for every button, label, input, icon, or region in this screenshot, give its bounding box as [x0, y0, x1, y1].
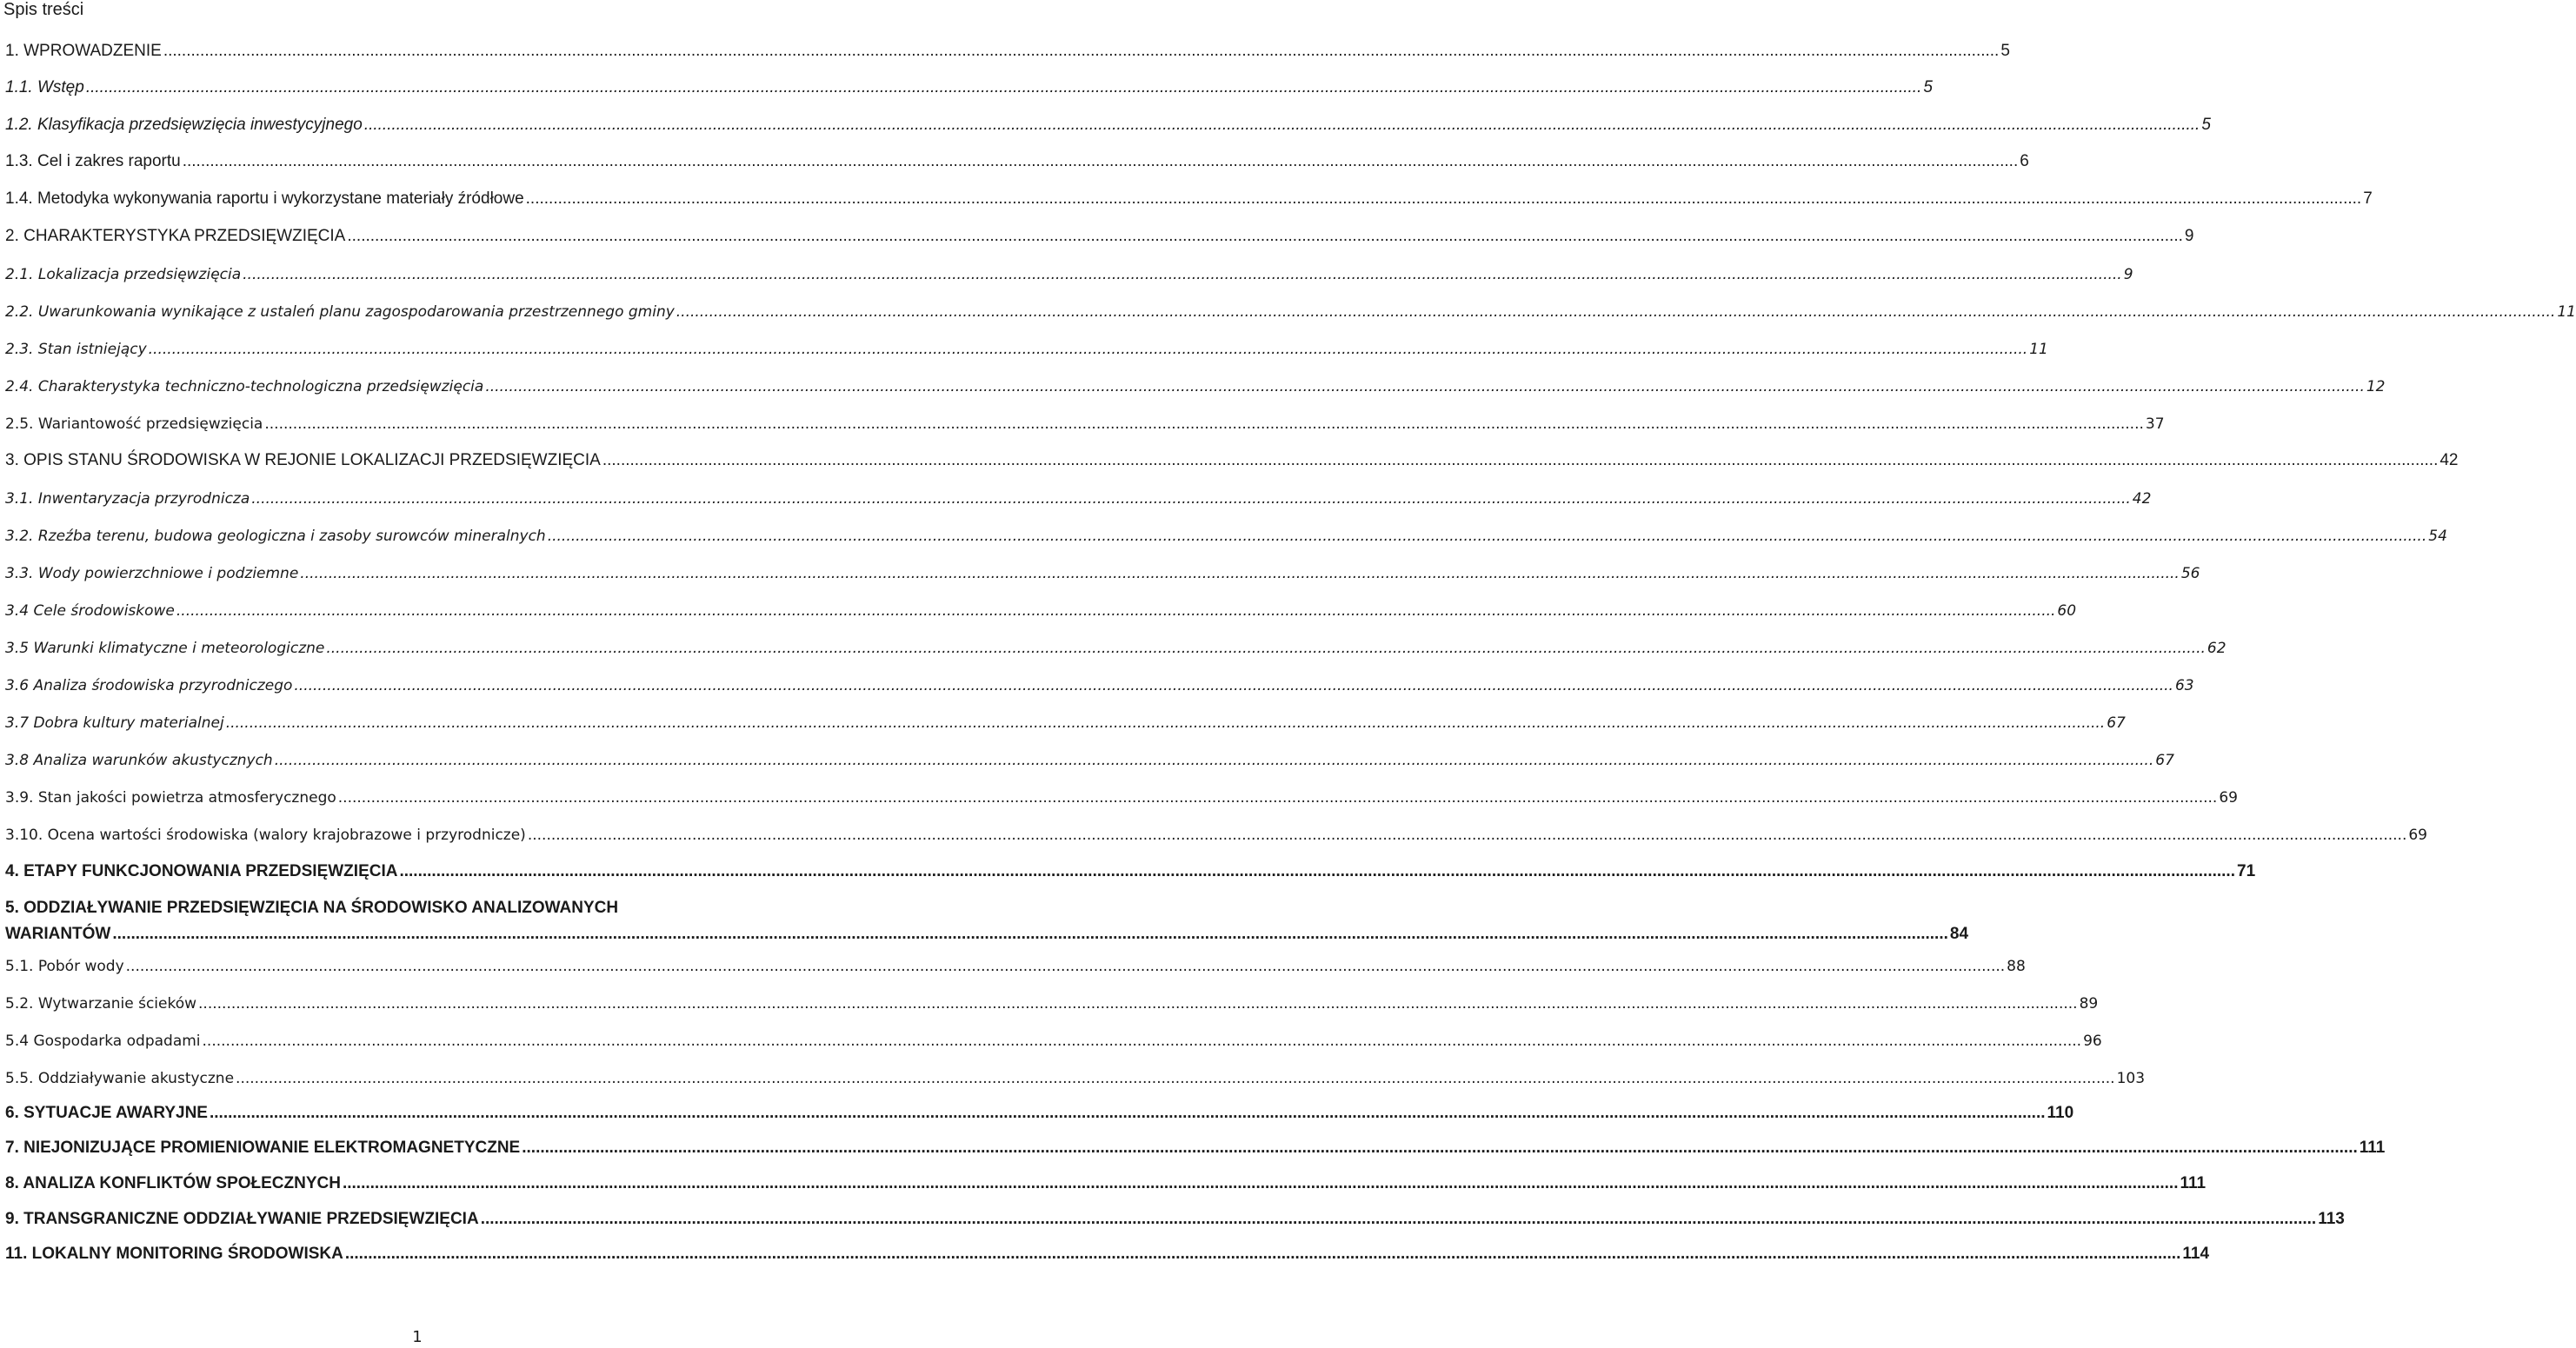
toc-entry-title: 3.5 Warunki klimatyczne i meteorologiczne: [5, 640, 325, 657]
page-title: Spis treści: [3, 0, 84, 19]
toc-entry-title: 2.4. Charakterystyka techniczno-technologiczna przedsięwzięcia: [5, 378, 484, 395]
toc-entry-page: 12: [2366, 378, 2386, 395]
page-number: 1: [412, 1328, 423, 1346]
toc-entry[interactable]: [5, 1100, 2074, 1123]
toc-leader-dots: ................................................................................................................................................................................................................................................................................................................................................................................................................: [326, 640, 2206, 657]
toc-entry[interactable]: [5, 223, 2194, 246]
toc-entry[interactable]: [5, 747, 2174, 769]
toc-entry-page: 9: [2123, 266, 2133, 283]
toc-entry-page: 42: [2132, 490, 2152, 508]
toc-entry[interactable]: [5, 373, 2386, 395]
toc-entry-page: 71: [2237, 862, 2256, 880]
toc-entry-title: 2.5. Wariantowość przedsięwzięcia: [5, 415, 263, 433]
toc-leader-dots: ................................................................................................................................................................................................................................................................................................................................................................................................................: [480, 1210, 2317, 1228]
toc-entry-title: 4. ETAPY FUNKCJONOWANIA PRZEDSIĘWZIĘCIA: [5, 862, 398, 880]
toc-leader-dots: ................................................................................................................................................................................................................................................................................................................................................................................................................: [527, 827, 2407, 844]
toc-entry[interactable]: [5, 784, 2238, 807]
toc-leader-dots: ................................................................................................................................................................................................................................................................................................................................................................................................................: [274, 752, 2154, 769]
toc-entry[interactable]: [5, 149, 2029, 171]
toc-entry[interactable]: [5, 895, 835, 918]
toc-entry-page: 111: [2180, 1174, 2207, 1192]
toc-leader-dots: ................................................................................................................................................................................................................................................................................................................................................................................................................: [485, 378, 2365, 395]
toc-entry[interactable]: [5, 821, 2427, 844]
toc-entry-title: 3. OPIS STANU ŚRODOWISKA W REJONIE LOKALIZACJI PRZEDSIĘWZIĘCIA: [5, 451, 601, 469]
toc-entry-title: 7. NIEJONIZUJĄCE PROMIENIOWANIE ELEKTROMAGNETYCZNE: [5, 1139, 521, 1157]
toc-leader-dots: ................................................................................................................................................................................................................................................................................................................................................................................................................: [148, 341, 2028, 358]
toc-leader-dots: ................................................................................................................................................................................................................................................................................................................................................................................................................: [300, 565, 2180, 582]
toc-entry[interactable]: [5, 672, 2194, 694]
toc-leader-dots: ................................................................................................................................................................................................................................................................................................................................................................................................................: [399, 862, 2235, 880]
toc-leader-dots: ................................................................................................................................................................................................................................................................................................................................................................................................................: [198, 995, 2078, 1013]
toc-leader-dots: ................................................................................................................................................................................................................................................................................................................................................................................................................: [85, 78, 1922, 96]
toc-entry-title: 5.4 Gospodarka odpadami: [5, 1033, 201, 1050]
toc-entry-title-continued: WARIANTÓW: [5, 925, 111, 943]
toc-entry-title: 3.10. Ocena wartości środowiska (walory krajobrazowe i przyrodnicze): [5, 827, 526, 844]
toc-entry-title: 5.2. Wytwarzanie ścieków: [5, 995, 197, 1013]
toc-entry-page: 67: [2107, 714, 2126, 732]
toc-entry-page: 67: [2155, 752, 2174, 769]
toc-entry-title: 3.3. Wody powierzchniowe i podziemne: [5, 565, 299, 582]
toc-entry[interactable]: [5, 560, 2200, 582]
toc-leader-dots: ................................................................................................................................................................................................................................................................................................................................................................................................................: [236, 1070, 2115, 1087]
toc-leader-dots: ................................................................................................................................................................................................................................................................................................................................................................................................................: [209, 1104, 2046, 1122]
toc-entry-page: 62: [2207, 640, 2227, 657]
toc-entry-page: 96: [2083, 1033, 2102, 1050]
toc-entry-page: 42: [2440, 451, 2459, 469]
toc-entry-page: 69: [2408, 827, 2427, 844]
toc-entry-title: 5. ODDZIAŁYWANIE PRZEDSIĘWZIĘCIA NA ŚRODOWISKO ANALIZOWANYCH: [5, 899, 619, 917]
toc-entry-title: 1.3. Cel i zakres raportu: [5, 152, 181, 170]
toc-entry-title: 1. WPROWADZENIE: [5, 42, 162, 60]
toc-entry[interactable]: [5, 1027, 2102, 1050]
toc-entry-page: 88: [2007, 958, 2026, 975]
toc-entry[interactable]: [5, 953, 2026, 975]
toc-entry-title: 5.5. Oddziaływanie akustyczne: [5, 1070, 235, 1087]
toc-entry[interactable]: [5, 597, 2077, 620]
toc-entry-page: 11: [2557, 303, 2576, 321]
toc-leader-dots: ................................................................................................................................................................................................................................................................................................................................................................................................................: [602, 451, 2439, 469]
toc-entry[interactable]: [5, 112, 2211, 135]
toc-entry-title: 2.1. Lokalizacja przedsięwzięcia: [5, 266, 242, 283]
toc-leader-dots: ................................................................................................................................................................................................................................................................................................................................................................................................................: [294, 677, 2173, 694]
toc-entry-page: 111: [2359, 1139, 2386, 1157]
toc-entry-title: 3.4 Cele środowiskowe: [5, 602, 175, 620]
toc-entry[interactable]: [5, 1171, 2207, 1193]
toc-entry[interactable]: [5, 298, 2576, 321]
toc-entry-title: 2.2. Uwarunkowania wynikające z ustaleń planu zagospodarowania przestrzennego gminy: [5, 303, 675, 321]
toc-leader-dots: ................................................................................................................................................................................................................................................................................................................................................................................................................: [243, 266, 2122, 283]
toc-entry-title: 5.1. Pobór wody: [5, 958, 124, 975]
toc-entry-title: 8. ANALIZA KONFLIKTÓW SPOŁECZNYCH: [5, 1174, 341, 1192]
toc-leader-dots: ................................................................................................................................................................................................................................................................................................................................................................................................................: [264, 415, 2144, 433]
toc-entry-page: 69: [2219, 789, 2238, 807]
toc-entry-title: 3.8 Analiza warunków akustycznych: [5, 752, 273, 769]
toc-leader-dots: ................................................................................................................................................................................................................................................................................................................................................................................................................: [125, 958, 2006, 975]
toc-entry-title: 9. TRANSGRANICZNE ODDZIAŁYWANIE PRZEDSIĘWZIĘCIA: [5, 1210, 479, 1228]
toc-entry-title: 1.4. Metodyka wykonywania raportu i wykorzystane materiały źródłowe: [5, 189, 524, 208]
toc-entry-page: 5: [2000, 42, 2010, 60]
toc-leader-dots: ................................................................................................................................................................................................................................................................................................................................................................................................................: [522, 1139, 2358, 1157]
toc-leader-dots: ................................................................................................................................................................................................................................................................................................................................................................................................................: [225, 714, 2106, 732]
toc-entry-title: 3.2. Rzeźba terenu, budowa geologiczna i zasoby surowców mineralnych: [5, 528, 546, 545]
toc-leader-dots: ................................................................................................................................................................................................................................................................................................................................................................................................................: [347, 227, 2183, 245]
toc-entry-page: 110: [2047, 1104, 2074, 1122]
toc-entry[interactable]: [5, 261, 2133, 283]
toc-entry-page: 6: [2020, 152, 2029, 170]
toc-entry-title: 3.7 Dobra kultury materialnej: [5, 714, 224, 732]
toc-entry[interactable]: [5, 522, 2447, 545]
toc-entry-title: 3.1. Inwentaryzacja przyrodnicza: [5, 490, 250, 508]
toc-leader-dots: ................................................................................................................................................................................................................................................................................................................................................................................................................: [337, 789, 2218, 807]
toc-entry-title: 2.3. Stan istniejący: [5, 341, 147, 358]
toc-entry-page: 5: [1923, 78, 1933, 96]
toc-entry-title: 6. SYTUACJE AWARYJNE: [5, 1104, 208, 1122]
toc-leader-dots: ................................................................................................................................................................................................................................................................................................................................................................................................................: [363, 116, 2200, 134]
toc-entry[interactable]: [5, 990, 2099, 1013]
toc-leader-dots: ................................................................................................................................................................................................................................................................................................................................................................................................................: [182, 152, 2019, 170]
toc-entry-page: 9: [2184, 227, 2194, 245]
toc-entry-page: 7: [2363, 189, 2373, 208]
toc-entry[interactable]: [5, 75, 1933, 97]
toc-entry[interactable]: [5, 448, 2459, 470]
toc-entry[interactable]: [5, 634, 2227, 657]
toc-entry-page: 5: [2201, 116, 2211, 134]
toc-entry-title: 2. CHARAKTERYSTYKA PRZEDSIĘWZIĘCIA: [5, 227, 346, 245]
toc-leader-dots: ................................................................................................................................................................................................................................................................................................................................................................................................................: [163, 42, 2000, 60]
toc-entry-title: 3.9. Stan jakości powietrza atmosferycznego: [5, 789, 336, 807]
toc-entry-page: 113: [2318, 1210, 2345, 1228]
toc-entry-page: 63: [2174, 677, 2194, 694]
toc-entry-title: 1.2. Klasyfikacja przedsięwzięcia inwestycyjnego: [5, 116, 363, 134]
toc-entry[interactable]: [5, 1135, 2386, 1158]
toc-entry-page: 56: [2180, 565, 2200, 582]
toc-entry[interactable]: [5, 186, 2373, 209]
toc-entry-page: 60: [2057, 602, 2077, 620]
toc-entry-page: 89: [2079, 995, 2099, 1013]
toc-leader-dots: ................................................................................................................................................................................................................................................................................................................................................................................................................: [202, 1033, 2082, 1050]
toc-leader-dots: ................................................................................................................................................................................................................................................................................................................................................................................................................: [251, 490, 2131, 508]
toc-entry[interactable]: [5, 1065, 2146, 1087]
toc-entry-title: 1.1. Wstęp: [5, 78, 84, 96]
toc-entry[interactable]: [5, 410, 2165, 433]
toc-entry[interactable]: [5, 38, 2010, 61]
toc-leader-dots: ................................................................................................................................................................................................................................................................................................................................................................................................................: [112, 925, 1948, 943]
toc-entry-page: 114: [2182, 1245, 2210, 1263]
toc-entry-page: 103: [2116, 1070, 2146, 1087]
toc-entry-page: 54: [2428, 528, 2447, 545]
toc-entry-title: 11. LOKALNY MONITORING ŚRODOWISKA: [5, 1245, 343, 1263]
toc-entry[interactable]: [5, 859, 2256, 881]
toc-entry-title: 3.6 Analiza środowiska przyrodniczego: [5, 677, 293, 694]
toc-entry[interactable]: [5, 1241, 2210, 1264]
toc-entry-page: 84: [1949, 925, 1969, 943]
toc-leader-dots: ................................................................................................................................................................................................................................................................................................................................................................................................................: [342, 1174, 2179, 1192]
toc-entry[interactable]: [5, 335, 2048, 358]
toc-leader-dots: ................................................................................................................................................................................................................................................................................................................................................................................................................: [176, 602, 2056, 620]
toc-entry-continuation[interactable]: [5, 921, 1969, 944]
toc-entry[interactable]: [5, 485, 2152, 508]
toc-entry-page: 11: [2029, 341, 2048, 358]
toc-leader-dots: ................................................................................................................................................................................................................................................................................................................................................................................................................: [525, 189, 2362, 208]
toc-leader-dots: ................................................................................................................................................................................................................................................................................................................................................................................................................: [676, 303, 2556, 321]
toc-entry-page: 37: [2145, 415, 2165, 433]
toc-leader-dots: ................................................................................................................................................................................................................................................................................................................................................................................................................: [344, 1245, 2181, 1263]
toc-entry[interactable]: [5, 709, 2126, 732]
toc-entry[interactable]: [5, 1206, 2345, 1229]
toc-leader-dots: ................................................................................................................................................................................................................................................................................................................................................................................................................: [547, 528, 2427, 545]
